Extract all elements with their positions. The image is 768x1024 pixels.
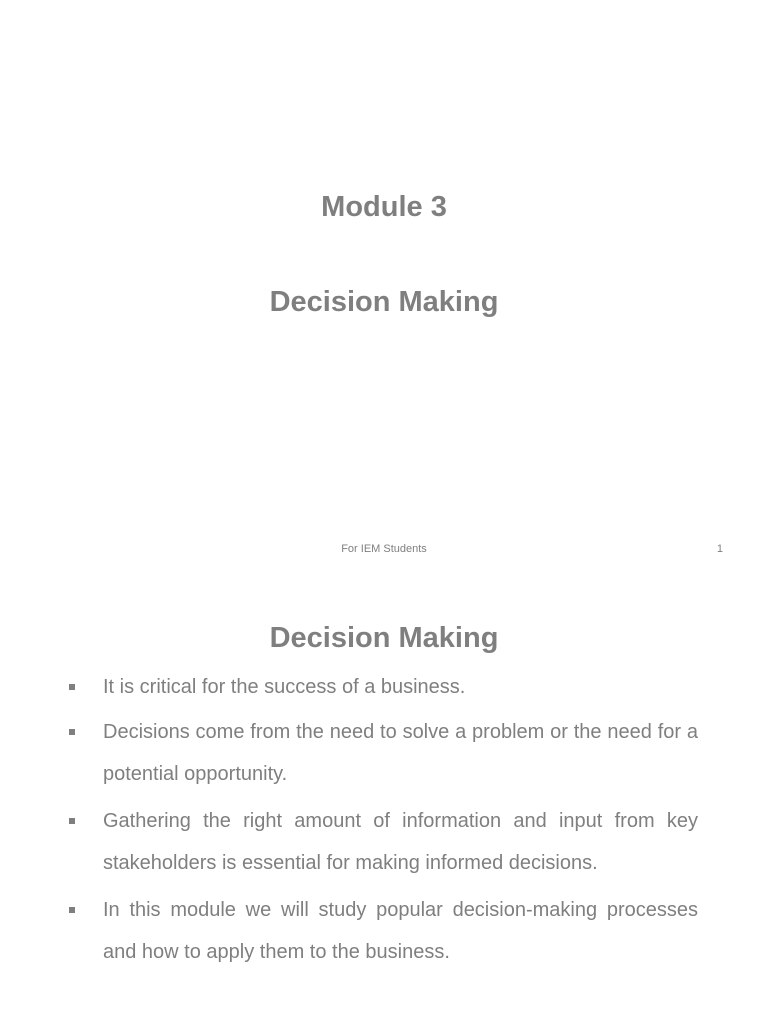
square-bullet-icon: [69, 729, 75, 735]
content-slide: [0, 576, 768, 1024]
bullet-list: [66, 666, 698, 978]
bullet-text: It is critical for the success of a business.: [103, 676, 466, 698]
list-item: [66, 889, 698, 973]
square-bullet-icon: [69, 684, 75, 690]
bullet-text: In this module we will study popular decision-making processes and how to apply them to the business.: [103, 899, 698, 963]
list-item: [66, 666, 698, 708]
module-title: Module 3: [321, 191, 447, 223]
square-bullet-icon: [69, 818, 75, 824]
bullet-text: Gathering the right amount of information and input from key stakeholders is essential for making informed decisions.: [103, 810, 698, 874]
slide-footer: For IEM Students: [341, 543, 427, 555]
square-bullet-icon: [69, 907, 75, 913]
page-number: 1: [716, 543, 723, 555]
list-item: [66, 800, 698, 884]
bullet-text: Decisions come from the need to solve a problem or the need for a potential opportunity.: [103, 721, 698, 785]
slide-title: Decision Making: [269, 622, 499, 654]
list-item: [66, 711, 698, 795]
module-subtitle: Decision Making: [269, 286, 499, 318]
